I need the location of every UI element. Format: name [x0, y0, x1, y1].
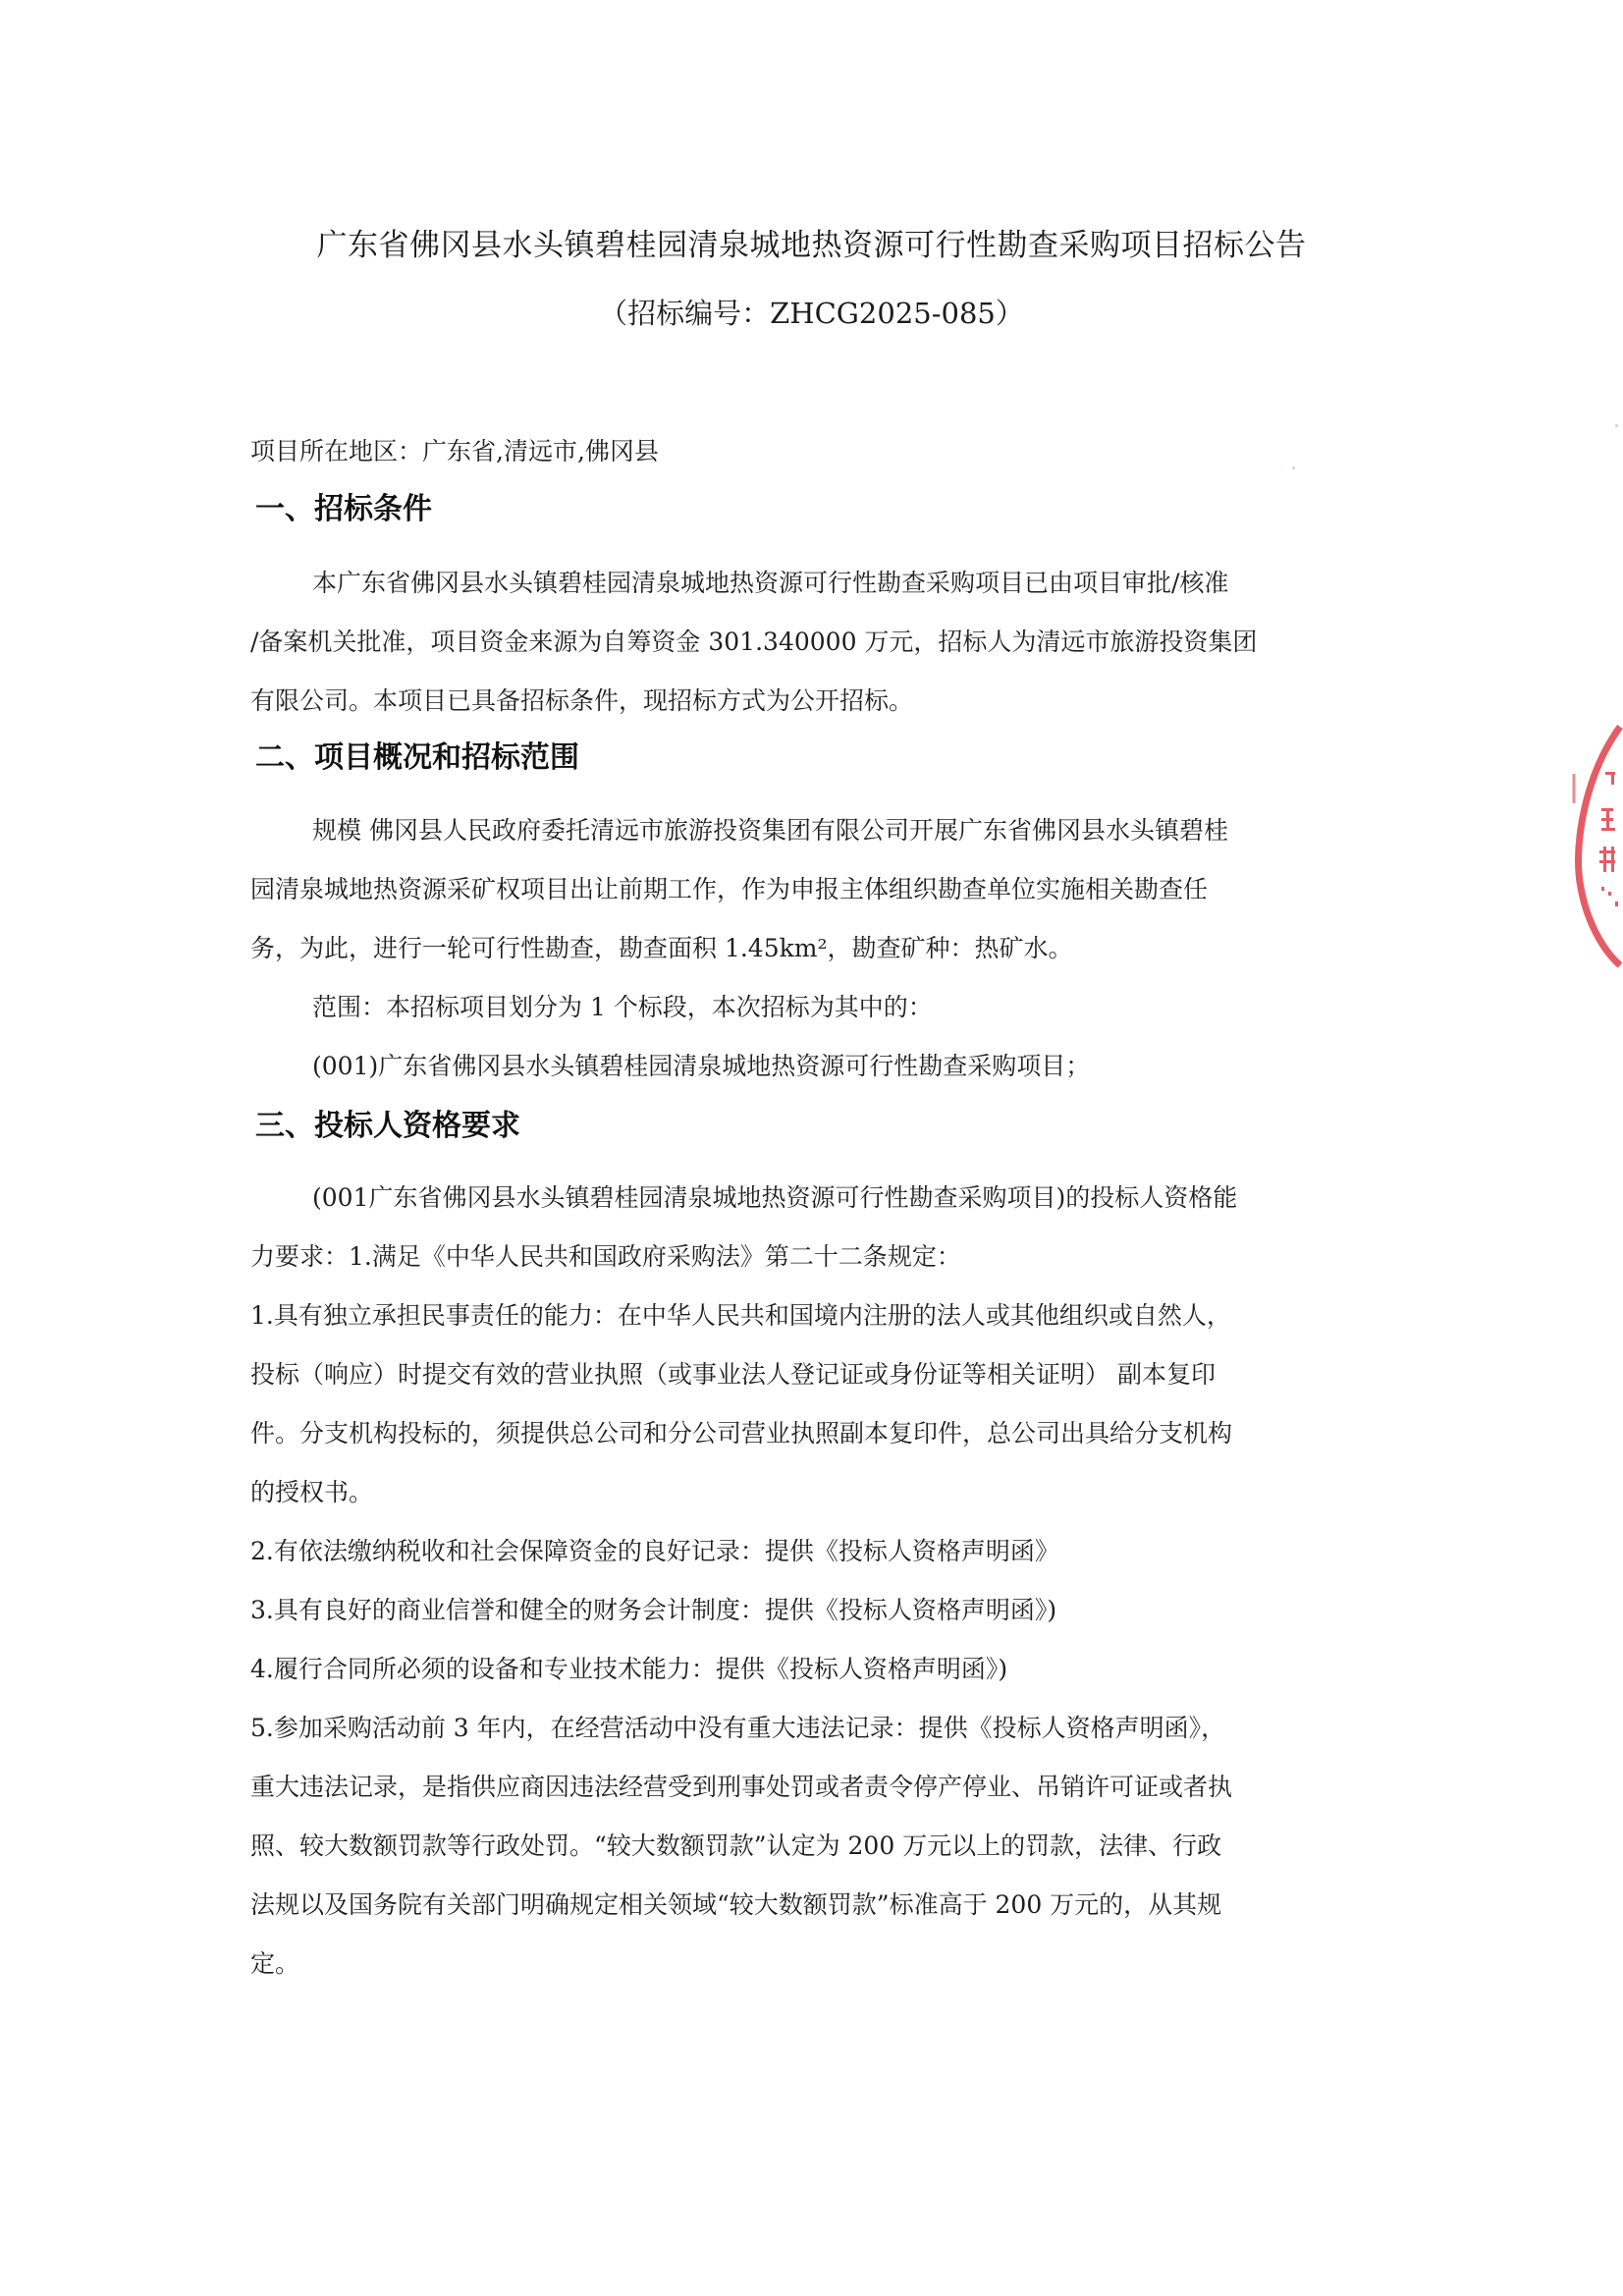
section-2-line: 务，为此，进行一轮可行性勘查，勘查面积 1.45km²，勘查矿种：热矿水。	[250, 934, 1073, 962]
section-3-line: 的授权书。	[250, 1478, 374, 1506]
section-heading-3: 三、投标人资格要求	[255, 1109, 520, 1143]
section-2-line: 园清泉城地热资源采矿权项目出让前期工作，作为申报主体组织勘查单位实施相关勘查任	[250, 875, 1209, 903]
section-heading-2: 二、项目概况和招标范围	[255, 740, 579, 775]
section-3-line: 法规以及国务院有关部门明确规定相关领域“较大数额罚款”标准高于 200 万元的，从其规	[250, 1890, 1222, 1919]
section-3-line: 投标（响应）时提交有效的营业执照（或事业法人登记证或身份证等相关证明） 副本复印	[250, 1360, 1216, 1389]
section-3-line: 重大违法记录，是指供应商因违法经营受到刑事处罚或者责令停产停业、吊销许可证或者执	[250, 1773, 1233, 1801]
section-1-line: /备案机关批准，项目资金来源为自筹资金 301.340000 万元，招标人为清远市旅游投资集团	[250, 628, 1258, 656]
scan-speck	[1615, 424, 1618, 427]
project-location: 项目所在地区：广东省,清远市,佛冈县	[250, 437, 659, 465]
section-3-line: 3.具有良好的商业信誉和健全的财务会计制度：提供《投标人资格声明函》)	[250, 1596, 1057, 1624]
section-3-line: 定。	[250, 1949, 300, 1978]
section-heading-1: 一、招标条件	[255, 492, 432, 526]
section-2-line: 范围：本招标项目划分为 1 个标段，本次招标为其中的：	[312, 993, 933, 1021]
section-3-line: 2.有依法缴纳税收和社会保障资金的良好记录：提供《投标人资格声明函》	[250, 1537, 1059, 1565]
scan-speck	[1292, 466, 1295, 469]
section-3-line: 件。分支机构投标的，须提供总公司和分公司营业执照副本复印件，总公司出具给分支机构	[250, 1419, 1233, 1448]
section-3-line: 5.参加采购活动前 3 年内，在经营活动中没有重大违法记录：提供《投标人资格声明函》，	[250, 1714, 1226, 1742]
document-title: 广东省佛冈县水头镇碧桂园清泉城地热资源可行性勘查采购项目招标公告	[316, 228, 1307, 263]
section-1-line: 有限公司。本项目已具备招标条件，现招标方式为公开招标。	[250, 686, 914, 715]
section-3-line: 照、较大数额罚款等行政处罚。“较大数额罚款”认定为 200 万元以上的罚款，法律、行政	[250, 1831, 1222, 1860]
section-2-line: 规模 佛冈县人民政府委托清远市旅游投资集团有限公司开展广东省佛冈县水头镇碧桂	[312, 816, 1228, 845]
title-block	[0, 224, 1623, 334]
tender-number: （招标编号：ZHCG2025-085）	[599, 297, 1024, 330]
section-1-line: 本广东省佛冈县水头镇碧桂园清泉城地热资源可行性勘查采购项目已由项目审批/核准	[312, 569, 1229, 597]
section-3-line: 力要求：1.满足《中华人民共和国政府采购法》第二十二条规定：	[250, 1242, 961, 1271]
section-3-line: (001广东省佛冈县水头镇碧桂园清泉城地热资源可行性勘查采购项目)的投标人资格能	[312, 1183, 1238, 1212]
section-2-line: (001)广东省佛冈县水头镇碧桂园清泉城地热资源可行性勘查采购项目；	[312, 1052, 1091, 1080]
section-3-line: 4.履行合同所必须的设备和专业技术能力：提供《投标人资格声明函》)	[250, 1655, 1008, 1683]
official-seal-stamp	[1566, 715, 1623, 972]
section-3-line: 1.具有独立承担民事责任的能力：在中华人民共和国境内注册的法人或其他组织或自然人，	[250, 1301, 1231, 1330]
